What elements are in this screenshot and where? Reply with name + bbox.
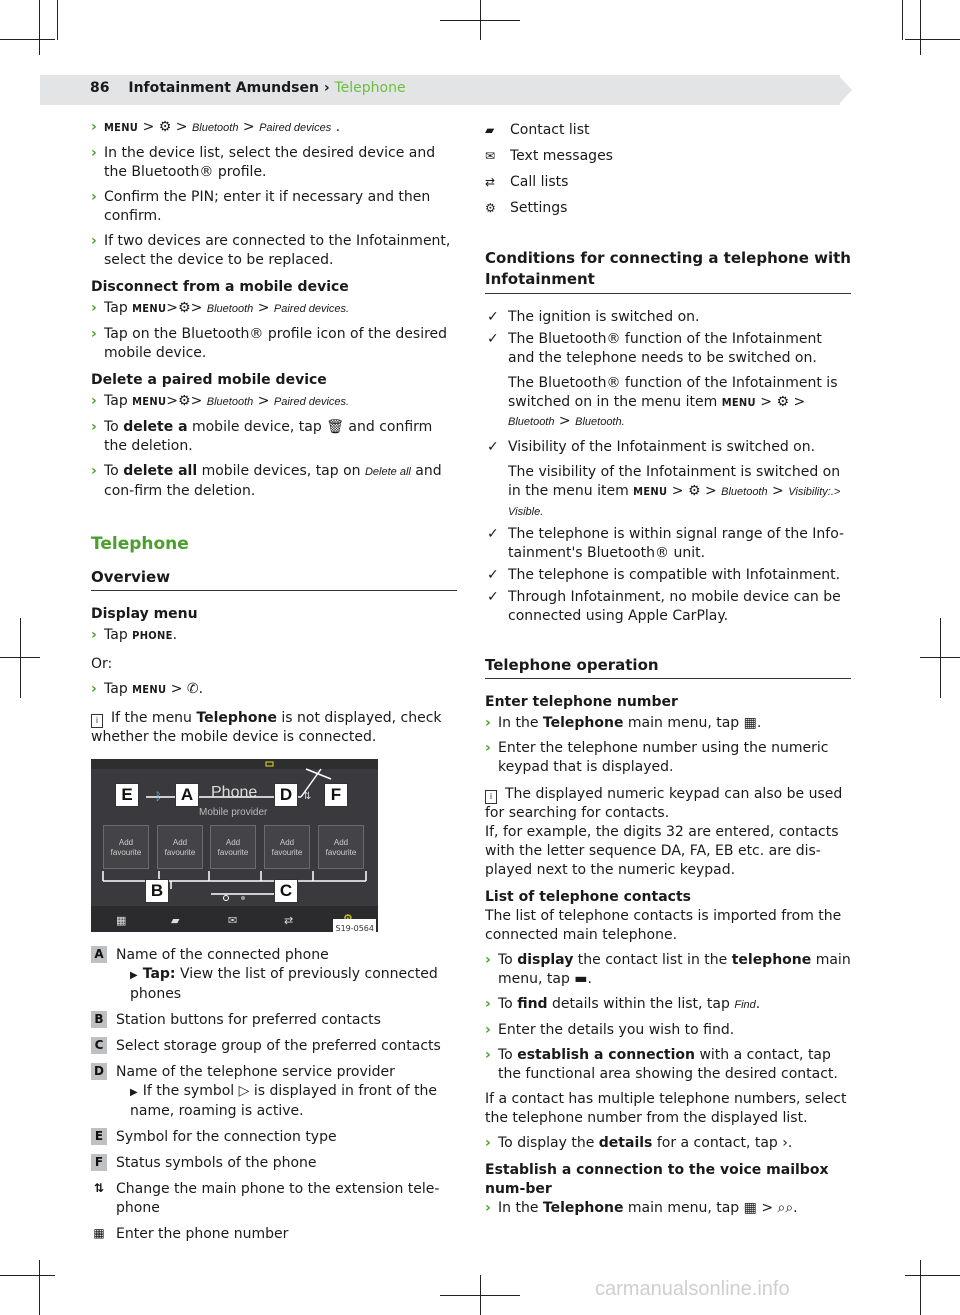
step-text: main menu, tap ▦. (623, 715, 762, 731)
callout-c: C (274, 879, 298, 903)
phone-name: Phone (211, 784, 258, 801)
callout-f: F (324, 783, 348, 807)
step-text: To (498, 952, 518, 968)
note (91, 709, 457, 747)
step: › Enter the telephone number using the numeric keypad that is displayed. (485, 740, 829, 775)
step-text: > ⚙ > (138, 119, 192, 135)
legend-sub-bold: Tap: (142, 966, 176, 982)
step: › To delete a mobile device, tap 🗑 and confirm the deletion. (91, 419, 433, 454)
condition-sub (508, 374, 851, 432)
call-list-icon: ⇄ (485, 175, 496, 189)
step-bold: Telephone (542, 715, 624, 731)
crop-mark (480, 0, 481, 40)
step: › To find details within the list, tap Find. (485, 996, 761, 1012)
legend-text: Change the main phone to the extension tele-phone (116, 1181, 440, 1216)
step-text: In the (498, 715, 543, 731)
crop-mark (905, 39, 960, 40)
menu-path: Paired devices. (273, 303, 350, 315)
crop-mark (39, 0, 40, 55)
step-bold: display (517, 952, 574, 968)
crop-mark (20, 618, 21, 698)
condition-text: Visibility of the Infotainment is switched on. (508, 439, 816, 455)
step-text: and con-firm the deletion. (104, 463, 442, 499)
step: › Tap MENU > ✆. (91, 681, 204, 697)
step: › If two devices are connected to the Infotainment, select the device to be replaced. (91, 233, 451, 268)
favourite-button[interactable]: Add favourite (318, 825, 364, 869)
delete-heading: Delete a paired mobile device (91, 372, 327, 388)
step-text: with a contact, tap the functional area showing the desired contact. (498, 1047, 838, 1082)
favourite-button[interactable]: Add favourite (157, 825, 203, 869)
page-number: 86 (90, 80, 110, 96)
legend-key: F (91, 1154, 107, 1171)
condition-text: The Bluetooth® function of the Infotainment and the telephone needs to be switched on. (508, 331, 822, 366)
envelope-icon: ✉ (485, 149, 496, 163)
legend-item (91, 1128, 457, 1147)
legend-item (91, 1037, 457, 1056)
provider-name: Mobile provider (199, 807, 268, 818)
step-bold: find (517, 996, 548, 1012)
menu-path: Bluetooth (721, 486, 768, 498)
condition-text: The ignition is switched on. (508, 309, 700, 325)
note (485, 785, 851, 823)
menu-key: MENU (132, 302, 167, 315)
keypad-icon[interactable]: ▦ (116, 914, 127, 927)
step-bold: delete all (123, 463, 198, 479)
condition: ✓ The Bluetooth® function of the Infotainment and the telephone needs to be switched on. The Bluetooth® function of the Infotainment is switched on in the menu item MENU > ⚙ > Bluetooth > Bluetooth. (485, 330, 851, 432)
header-bar-tip (838, 75, 852, 105)
step: › Enter the details you wish to find. (485, 1022, 735, 1038)
step-text: > (238, 119, 260, 135)
legend-sub: ▶ If the symbol ▷ is displayed in front of the name, roaming is active. (130, 1083, 438, 1119)
menu-key: MENU (633, 485, 668, 498)
menu-key: MENU (104, 121, 139, 134)
or-text: Or: (91, 656, 113, 672)
icon-row (485, 173, 851, 192)
step-text: . (331, 119, 341, 135)
chapter-title: Infotainment Amundsen (128, 80, 319, 96)
legend-key: D (91, 1063, 107, 1080)
step-text: Enter the telephone number using the numeric keypad that is displayed. (498, 740, 829, 775)
legend-text: Name of the telephone service provider (116, 1064, 395, 1080)
step-text: To (498, 996, 518, 1012)
icon-row-text: Contact list (510, 122, 590, 138)
swap-phone-icon: ⇅ (303, 791, 312, 802)
step-text: for a contact, tap ›. (652, 1135, 793, 1151)
callout-e: E (115, 783, 139, 807)
menu-path: Visibility:.> Visible. (508, 486, 841, 518)
step-text: > (253, 300, 274, 316)
condition: ✓ The ignition is switched on. (487, 309, 700, 325)
menu-path: Bluetooth (191, 122, 239, 134)
step: › In the device list, select the desired device and the Bluetooth® profile. (91, 145, 436, 180)
condition-sub-text: The visibility of the Infotainment is switched on in the menu item (508, 464, 841, 499)
icon-row (485, 121, 851, 140)
step-text: To (104, 419, 124, 435)
legend-key: E (91, 1128, 107, 1145)
legend-text: Symbol for the connection type (116, 1129, 337, 1145)
operation-heading: Telephone operation (485, 656, 851, 679)
display-menu-heading: Display menu (91, 606, 198, 622)
section-heading: Telephone (91, 534, 189, 554)
disconnect-heading: Disconnect from a mobile device (91, 279, 349, 295)
callout-b: B (145, 879, 169, 903)
step-bold: Telephone (542, 1200, 624, 1216)
note-text: If the menu (111, 710, 197, 726)
step-bold: details (598, 1135, 653, 1151)
step: › Tap MENU>⚙> Bluetooth > Paired devices. (91, 393, 350, 409)
menu-path: Bluetooth (206, 396, 254, 408)
step-text: . (755, 996, 761, 1012)
menu-key: MENU (721, 396, 756, 409)
callout-a: A (175, 783, 199, 807)
step-bold: telephone (731, 952, 812, 968)
icon-row (485, 147, 851, 166)
legend-key: C (91, 1037, 107, 1054)
legend-text: Name of the connected phone (116, 947, 329, 963)
legend-sub-text: If the symbol ▷ is displayed in front of the name, roaming is active. (130, 1083, 438, 1119)
section-title: Telephone (334, 80, 406, 96)
step-text: mobile device, tap 🗑 and confirm the deletion. (104, 419, 433, 454)
menu-path: Find (734, 999, 756, 1011)
step-bold: delete a (123, 419, 188, 435)
step: › MENU > ⚙ > Bluetooth > Paired devices . (91, 119, 341, 135)
overview-heading: Overview (91, 568, 457, 591)
condition-sub-text: > ⚙ > (755, 394, 806, 410)
step-text: main menu, tap ▬. (498, 952, 851, 987)
crop-mark (905, 1275, 960, 1276)
figure-code: S19-0564 (333, 919, 376, 932)
step: › Tap MENU>⚙> Bluetooth > Paired devices. (91, 300, 350, 316)
step-text: To (104, 463, 124, 479)
legend-item (91, 1225, 457, 1244)
menu-path: Paired devices. (273, 396, 350, 408)
crop-mark (57, 0, 58, 40)
condition-sub-text: The Bluetooth® function of the Infotainment is switched on in the menu item (508, 375, 838, 410)
legend-item (91, 1011, 457, 1030)
bluetooth-icon: ᛒ (155, 790, 162, 803)
step: › Confirm the PIN; enter it if necessary and then confirm. (91, 189, 431, 224)
legend-item (91, 1063, 457, 1121)
gear-icon: ⚙ (485, 201, 496, 215)
crop-mark (940, 618, 941, 698)
step: › To establish a connection with a contact, tap the functional area showing the desired contact. (485, 1047, 838, 1082)
crop-mark (0, 1275, 55, 1276)
legend-text: Station buttons for preferred contacts (116, 1012, 381, 1028)
legend-text: Status symbols of the phone (116, 1155, 317, 1171)
condition: ✓ The telephone is within signal range of the Info-tainment's Bluetooth® unit. (487, 526, 845, 561)
step-bold: establish a connection (517, 1047, 696, 1063)
step: › Tap PHONE. (91, 627, 178, 643)
step: › In the Telephone main menu, tap ▦. (485, 715, 762, 731)
step: › To display the contact list in the telephone main menu, tap ▬. (485, 952, 851, 987)
contacts-text: The list of telephone contacts is imported from the connected main telephone. (485, 908, 842, 943)
condition-text: The telephone is within signal range of the Info-tainment's Bluetooth® unit. (508, 526, 845, 561)
crop-mark (920, 0, 921, 55)
crop-mark (0, 39, 55, 40)
menu-key: MENU (132, 683, 167, 696)
step: › In the Telephone main menu, tap ▦ > ⌕⌕. (485, 1200, 798, 1216)
crop-mark (920, 1260, 921, 1315)
icon-row-text: Text messages (510, 148, 613, 164)
step-text: To display the (498, 1135, 599, 1151)
legend-item (91, 946, 457, 1004)
step-text: > ✆. (166, 681, 204, 697)
condition: ✓ Visibility of the Infotainment is switched on. The visibility of the Infotainment is switched on in the menu item MENU > ⚙ > Bluetooth > Visibility:.> Visible. (485, 438, 851, 522)
icon-row-text: Call lists (510, 174, 569, 190)
step-text: Confirm the PIN; enter it if necessary and then confirm. (104, 189, 431, 224)
step-text: . (172, 627, 178, 643)
watermark: carmanualsonline.info (595, 1278, 790, 1300)
icon-row-text: Settings (510, 200, 568, 216)
step-text: If two devices are connected to the Infotainment, select the device to be replaced. (104, 233, 451, 268)
enter-number-heading: Enter telephone number (485, 694, 678, 710)
step-text: Tap (104, 393, 133, 409)
favourite-button[interactable]: Add favourite (264, 825, 310, 869)
step-text: Tap (104, 627, 133, 643)
step: › Tap on the Bluetooth® profile icon of the desired mobile device. (91, 326, 448, 361)
callout-d: D (274, 783, 298, 807)
note-text: is not displayed, check whether the mobile device is connected. (91, 710, 442, 745)
menu-path: Bluetooth (508, 416, 555, 428)
step-text: Tap (104, 681, 133, 697)
page-header (90, 80, 406, 96)
legend-sub: ▶ Tap: View the list of previously connected phones (130, 966, 438, 1002)
menu-key: PHONE (132, 629, 173, 642)
note-icon: i (91, 714, 103, 728)
phone-screenshot (91, 759, 378, 932)
breadcrumb-separator: › (323, 80, 330, 96)
legend-key: A (91, 946, 107, 963)
left-column (91, 118, 457, 1251)
step-text: > (253, 393, 274, 409)
contact-list-icon[interactable]: ▰ (171, 914, 180, 927)
step-text: In the device list, select the desired device and the Bluetooth® profile. (104, 145, 436, 180)
conditions-heading: Conditions for connecting a telephone with Infotainment (485, 248, 851, 294)
favourite-button[interactable]: Add favourite (103, 825, 149, 869)
swap-phone-icon: ⇅ (93, 1181, 105, 1195)
step-text: Enter the details you wish to find. (498, 1022, 735, 1038)
step: › To display the details for a contact, tap ›. (485, 1135, 793, 1151)
legend-text: Select storage group of the preferred contacts (116, 1038, 441, 1054)
step-text: In the (498, 1200, 543, 1216)
condition-text: Through Infotainment, no mobile device can be connected using Apple CarPlay. (508, 589, 841, 624)
step-text: the contact list in the (573, 952, 732, 968)
note-bold: Telephone (196, 710, 277, 726)
crop-mark (39, 1260, 40, 1315)
condition: ✓ Through Infotainment, no mobile device can be connected using Apple CarPlay. (487, 589, 841, 624)
step-text: Tap (104, 300, 133, 316)
condition: ✓ The telephone is compatible with Infotainment. (487, 567, 841, 583)
condition-sub-text: > (554, 413, 576, 429)
menu-key: MENU (132, 395, 167, 408)
step-text: details within the list, tap (547, 996, 735, 1012)
contact-list-icon: ▰ (485, 123, 495, 137)
step-text: >⚙> (166, 393, 207, 409)
step-text: mobile devices, tap on (197, 463, 365, 479)
right-column (485, 121, 851, 1224)
step-text: main menu, tap ▦ > ⌕⌕. (623, 1200, 798, 1216)
legend-item (91, 1154, 457, 1173)
multi-numbers-text: If a contact has multiple telephone numbers, select the telephone number from the displayed list. (485, 1091, 847, 1126)
step-text: >⚙> (166, 300, 207, 316)
note-text: The displayed numeric keypad can also be used for searching for contacts. (485, 786, 843, 821)
note-icon: i (485, 790, 497, 804)
contacts-heading: List of telephone contacts (485, 889, 691, 905)
condition-text: The telephone is compatible with Infotainment. (508, 567, 841, 583)
menu-path: Delete all (364, 466, 411, 478)
menu-path: Bluetooth (206, 303, 254, 315)
legend-sub-text: View the list of previously connected phones (130, 966, 438, 1002)
note-example: If, for example, the digits 32 are entered, contacts with the letter sequence DA, FA, EB etc. are dis-played next to the numeric keypad. (485, 824, 839, 878)
condition-sub (508, 463, 851, 522)
condition-sub-text: > ⚙ > (667, 483, 722, 499)
call-list-icon[interactable]: ⇄ (284, 914, 294, 927)
voicemail-heading: Establish a connection to the voice mailbox num-ber (485, 1162, 829, 1197)
crop-mark (902, 0, 903, 40)
menu-path: Paired devices (259, 122, 332, 134)
crop-mark (480, 1275, 481, 1315)
legend-key: B (91, 1011, 107, 1028)
step: › To delete all mobile devices, tap on Delete all and con-firm the deletion. (91, 463, 442, 499)
step-text: To (498, 1047, 518, 1063)
favourite-button[interactable]: Add favourite (210, 825, 256, 869)
menu-path: Bluetooth. (575, 416, 625, 428)
keypad-icon: ▦ (93, 1226, 105, 1240)
legend-item (91, 1180, 457, 1218)
icon-row (485, 199, 851, 218)
condition-sub-text: > (767, 483, 789, 499)
step-text: Tap on the Bluetooth® profile icon of the desired mobile device. (104, 326, 448, 361)
envelope-icon[interactable]: ✉ (228, 914, 238, 927)
legend-text: Enter the phone number (116, 1226, 289, 1242)
